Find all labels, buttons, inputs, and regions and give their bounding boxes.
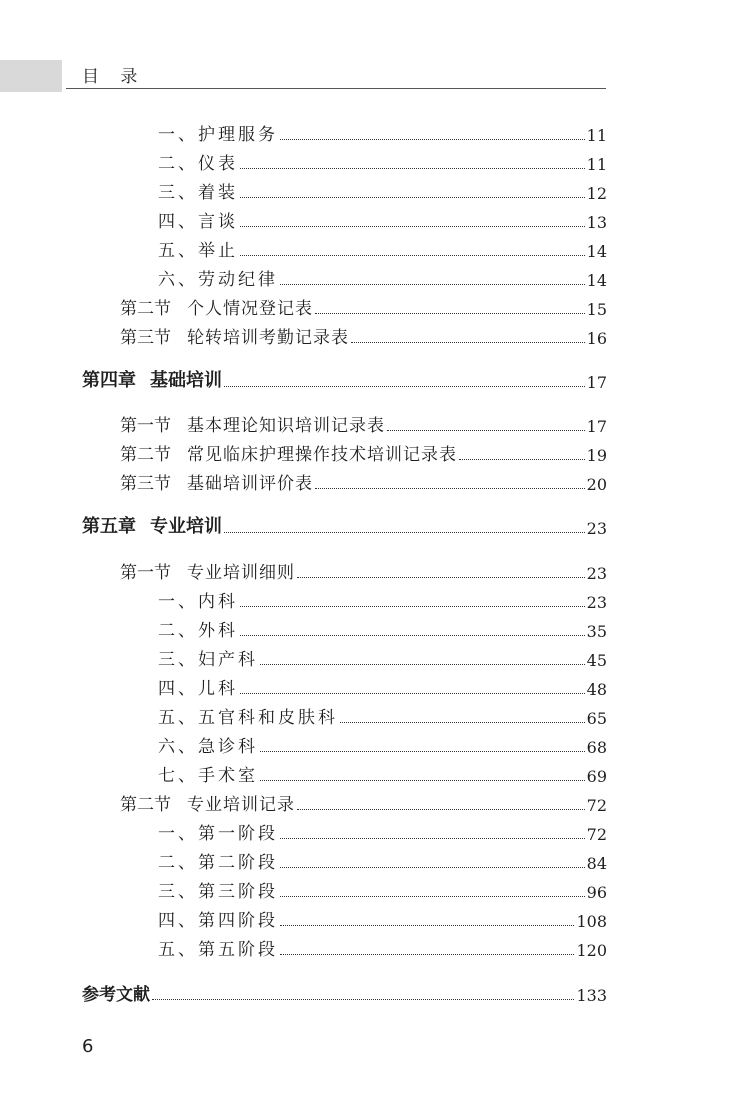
toc-entry-title: 第一阶段 [198, 824, 278, 844]
toc-entry-title: 第三阶段 [198, 882, 278, 902]
toc-entry[interactable] [82, 516, 607, 538]
page-number: 6 [82, 1036, 94, 1057]
toc-entry-page: 14 [586, 271, 607, 290]
toc-entry-title: 个人情况登记表 [187, 299, 313, 319]
toc-entry-title: 基础培训 [150, 370, 222, 391]
toc-entry[interactable] [158, 590, 607, 612]
toc-entry[interactable] [158, 123, 607, 145]
toc-entry[interactable] [120, 443, 607, 465]
toc-entry-number: 三、 [158, 882, 198, 902]
toc-leader-dots [240, 168, 585, 169]
toc-leader-dots [280, 925, 574, 926]
toc-entry-title: 举止 [198, 241, 238, 261]
toc-entry[interactable] [158, 764, 607, 786]
toc-entry-number: 第一节 [120, 563, 171, 583]
toc-entry-page: 96 [586, 883, 607, 902]
toc-entry[interactable] [158, 851, 607, 873]
toc-entry[interactable] [158, 268, 607, 290]
toc-entry[interactable] [82, 983, 607, 1005]
toc-leader-dots [240, 255, 585, 256]
toc-entry[interactable] [158, 938, 607, 960]
toc-entry-number: 二、 [158, 154, 198, 174]
toc-entry-title: 仪表 [198, 154, 238, 174]
toc-entry-page: 13 [586, 213, 607, 232]
toc-entry-number: 四、 [158, 911, 198, 931]
toc-entry-number: 一、 [158, 824, 198, 844]
toc-leader-dots [297, 577, 585, 578]
toc-entry[interactable] [120, 414, 607, 436]
toc-entry-title: 参考文献 [82, 985, 150, 1005]
toc-entry-page: 11 [586, 155, 607, 174]
toc-leader-dots [240, 606, 585, 607]
toc-leader-dots [240, 197, 585, 198]
toc-entry-number: 四、 [158, 212, 198, 232]
toc-entry-title: 手术室 [198, 766, 258, 786]
toc-entry-number: 五、 [158, 940, 198, 960]
toc-entry-title: 第四阶段 [198, 911, 278, 931]
toc-entry-title: 儿科 [198, 679, 238, 699]
toc-leader-dots [240, 693, 585, 694]
toc-entry-title: 言谈 [198, 212, 238, 232]
toc-entry-title: 常见临床护理操作技术培训记录表 [187, 445, 457, 465]
toc-entry[interactable] [158, 909, 607, 931]
toc-entry-number: 第三节 [120, 474, 171, 494]
toc-entry-title: 外科 [198, 621, 238, 641]
toc-entry-page: 16 [586, 329, 607, 348]
toc-entry-title: 专业培训 [150, 516, 222, 537]
toc-entry-number: 第二节 [120, 445, 171, 465]
toc-leader-dots [260, 664, 585, 665]
toc-leader-dots [280, 284, 585, 285]
toc-leader-dots [152, 999, 574, 1000]
toc-entry-title: 基础培训评价表 [187, 474, 313, 494]
toc-leader-dots [315, 313, 585, 314]
toc-entry-number: 第五章 [82, 516, 136, 537]
toc-leader-dots [260, 780, 585, 781]
toc-entry-page: 120 [576, 941, 607, 960]
toc-leader-dots [280, 867, 585, 868]
toc-entry-number: 第三节 [120, 328, 171, 348]
toc-entry-page: 17 [586, 373, 607, 392]
toc-entry-title: 轮转培训考勤记录表 [187, 328, 349, 348]
toc-entry-page: 68 [586, 738, 607, 757]
toc-leader-dots [260, 751, 585, 752]
page-header-title: 目 录 [82, 67, 146, 87]
toc-entry-page: 48 [586, 680, 607, 699]
toc-entry-title: 专业培训记录 [187, 795, 295, 815]
toc-entry-title: 护理服务 [198, 125, 278, 145]
toc-entry[interactable] [158, 152, 607, 174]
toc-entry-page: 108 [576, 912, 607, 931]
toc-entry-number: 一、 [158, 592, 198, 612]
toc-entry-title: 五官科和皮肤科 [198, 708, 338, 728]
toc-entry[interactable] [158, 706, 607, 728]
toc-leader-dots [224, 532, 585, 533]
toc-entry[interactable] [158, 648, 607, 670]
toc-entry[interactable] [82, 370, 607, 392]
toc-entry-page: 69 [586, 767, 607, 786]
toc-leader-dots [315, 488, 585, 489]
toc-entry-page: 45 [586, 651, 607, 670]
toc-entry-page: 12 [586, 184, 607, 203]
toc-entry[interactable] [120, 297, 607, 319]
toc-entry-page: 72 [586, 796, 607, 815]
toc-leader-dots [459, 459, 585, 460]
toc-entry-page: 23 [586, 564, 607, 583]
toc-entry-number: 五、 [158, 241, 198, 261]
toc-leader-dots [351, 342, 585, 343]
toc-entry-number: 第一节 [120, 416, 171, 436]
toc-entry[interactable] [158, 735, 607, 757]
toc-entry-number: 一、 [158, 125, 198, 145]
toc-entry-title: 内科 [198, 592, 238, 612]
toc-entry-title: 急诊科 [198, 737, 258, 757]
toc-entry-page: 19 [586, 446, 607, 465]
toc-entry[interactable] [120, 561, 607, 583]
toc-entry-title: 专业培训细则 [187, 563, 295, 583]
toc-entry-page: 23 [586, 519, 607, 538]
toc-entry-page: 72 [586, 825, 607, 844]
toc-entry-number: 第二节 [120, 795, 171, 815]
toc-entry-page: 133 [576, 986, 607, 1005]
toc-entry-title: 着装 [198, 183, 238, 203]
toc-entry-number: 四、 [158, 679, 198, 699]
toc-entry-number: 三、 [158, 650, 198, 670]
toc-entry-number: 二、 [158, 853, 198, 873]
toc-entry[interactable] [158, 677, 607, 699]
toc-entry-number: 七、 [158, 766, 198, 786]
toc-entry-page: 17 [586, 417, 607, 436]
toc-leader-dots [340, 722, 585, 723]
toc-leader-dots [224, 386, 585, 387]
toc-leader-dots [240, 226, 585, 227]
toc-leader-dots [280, 896, 585, 897]
toc-entry-number: 三、 [158, 183, 198, 203]
toc-entry[interactable] [158, 181, 607, 203]
toc-entry[interactable] [120, 326, 607, 348]
toc-leader-dots [297, 809, 585, 810]
toc-entry-title: 基本理论知识培训记录表 [187, 416, 385, 436]
toc-entry-page: 23 [586, 593, 607, 612]
toc-leader-dots [280, 954, 574, 955]
toc-entry[interactable] [158, 822, 607, 844]
toc-entry[interactable] [158, 619, 607, 641]
toc-entry[interactable] [158, 239, 607, 261]
toc-entry[interactable] [120, 472, 607, 494]
toc-entry-number: 五、 [158, 708, 198, 728]
toc-entry[interactable] [158, 880, 607, 902]
toc-entry-page: 84 [586, 854, 607, 873]
toc-entry-title: 妇产科 [198, 650, 258, 670]
toc-entry[interactable] [158, 210, 607, 232]
toc-entry-title: 劳动纪律 [198, 270, 278, 290]
toc-entry-page: 35 [586, 622, 607, 641]
toc-entry-page: 11 [586, 126, 607, 145]
toc-entry-page: 65 [586, 709, 607, 728]
toc-entry-page: 15 [586, 300, 607, 319]
toc-entry-number: 二、 [158, 621, 198, 641]
toc-leader-dots [280, 838, 585, 839]
toc-entry[interactable] [120, 793, 607, 815]
toc-entry-number: 第二节 [120, 299, 171, 319]
toc-entry-title: 第二阶段 [198, 853, 278, 873]
toc-leader-dots [240, 635, 585, 636]
toc-entry-number: 六、 [158, 270, 198, 290]
toc-entry-page: 14 [586, 242, 607, 261]
toc-leader-dots [387, 430, 585, 431]
toc-entry-page: 20 [586, 475, 607, 494]
toc-entry-number: 第四章 [82, 370, 136, 391]
toc-leader-dots [280, 139, 585, 140]
toc-entry-number: 六、 [158, 737, 198, 757]
toc-entry-title: 第五阶段 [198, 940, 278, 960]
